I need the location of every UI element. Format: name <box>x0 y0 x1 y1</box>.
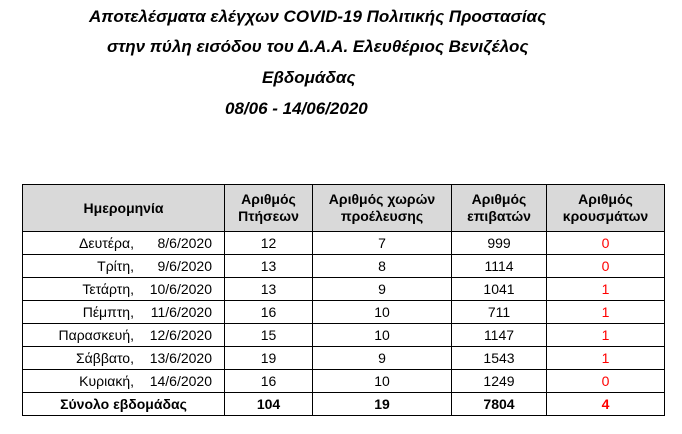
table-row <box>23 370 665 393</box>
passengers-cell: 1041 <box>452 278 547 301</box>
cases-cell: 1 <box>547 324 665 347</box>
header-countries-line2: προέλευσης <box>340 208 424 224</box>
header-date <box>23 185 225 232</box>
table-row <box>23 324 665 347</box>
day-name: Κυριακή, <box>79 373 134 389</box>
date-value: 12/6/2020 <box>149 327 212 343</box>
header-passengers-line1: Αριθμός <box>471 191 527 207</box>
date-value: 11/6/2020 <box>150 304 212 320</box>
total-row <box>23 393 665 416</box>
day-name: Πέμπτη, <box>82 304 134 320</box>
cases-cell: 0 <box>547 232 665 255</box>
date-value: 10/6/2020 <box>149 281 212 297</box>
date-cell <box>23 347 225 370</box>
date-cell <box>23 278 225 301</box>
header-countries <box>313 185 452 232</box>
total-label: Σύνολο εβδομάδας <box>23 393 225 416</box>
header-row <box>23 185 665 232</box>
countries-cell: 10 <box>313 324 452 347</box>
date-cell <box>23 301 225 324</box>
title-line-2: στην πύλη εισόδου του Δ.Α.Α. Ελευθέριος Βενιζέλος <box>107 37 529 56</box>
table-row <box>23 232 665 255</box>
date-cell <box>23 232 225 255</box>
cases-cell: 1 <box>547 278 665 301</box>
countries-cell: 9 <box>313 347 452 370</box>
countries-cell: 10 <box>313 370 452 393</box>
flights-cell: 13 <box>225 255 313 278</box>
header-passengers <box>452 185 547 232</box>
passengers-cell: 711 <box>452 301 547 324</box>
date-value: 14/6/2020 <box>149 373 212 389</box>
header-cases-line2: κρουσμάτων <box>562 208 649 224</box>
day-name: Τετάρτη, <box>82 281 134 297</box>
table-row <box>23 347 665 370</box>
table-row <box>23 278 665 301</box>
header-flights-line2: Πτήσεων <box>238 208 299 224</box>
cases-cell: 0 <box>547 255 665 278</box>
header-date-label: Ημερομηνία <box>83 199 164 216</box>
total-countries: 19 <box>313 393 452 416</box>
header-flights <box>225 185 313 232</box>
day-name: Σάββατο, <box>76 350 134 366</box>
header-countries-line1: Αριθμός χωρών <box>328 191 436 207</box>
header-passengers-line2: επιβατών <box>467 208 531 224</box>
date-cell <box>23 370 225 393</box>
countries-cell: 8 <box>313 255 452 278</box>
cases-cell: 1 <box>547 301 665 324</box>
title-line-3: Εβδομάδας <box>262 68 356 87</box>
date-value: 9/6/2020 <box>157 258 212 274</box>
header-cases-line1: Αριθμός <box>578 191 633 207</box>
passengers-cell: 1114 <box>452 255 547 278</box>
table-row <box>23 301 665 324</box>
passengers-cell: 1147 <box>452 324 547 347</box>
day-name: Παρασκευή, <box>58 327 134 343</box>
date-cell <box>23 255 225 278</box>
flights-cell: 16 <box>225 370 313 393</box>
total-passengers: 7804 <box>452 393 547 416</box>
countries-cell: 10 <box>313 301 452 324</box>
table-row <box>23 255 665 278</box>
passengers-cell: 1249 <box>452 370 547 393</box>
day-name: Τρίτη, <box>97 258 134 274</box>
flights-cell: 19 <box>225 347 313 370</box>
date-value: 8/6/2020 <box>157 235 212 251</box>
total-cases: 4 <box>547 393 665 416</box>
passengers-cell: 999 <box>452 232 547 255</box>
results-table <box>22 184 665 416</box>
flights-cell: 12 <box>225 232 313 255</box>
date-value: 13/6/2020 <box>149 350 212 366</box>
countries-cell: 7 <box>313 232 452 255</box>
title-date-range: 08/06 - 14/06/2020 <box>225 99 368 118</box>
cases-cell: 1 <box>547 347 665 370</box>
flights-cell: 13 <box>225 278 313 301</box>
header-flights-line1: Αριθμός <box>241 191 296 207</box>
countries-cell: 9 <box>313 278 452 301</box>
day-name: Δευτέρα, <box>79 235 134 251</box>
passengers-cell: 1543 <box>452 347 547 370</box>
flights-cell: 16 <box>225 301 313 324</box>
title-line-1: Αποτελέσματα ελέγχων COVID-19 Πολιτικής Προστασίας <box>89 7 547 26</box>
date-cell <box>23 324 225 347</box>
cases-cell: 0 <box>547 370 665 393</box>
header-cases <box>547 185 665 232</box>
flights-cell: 15 <box>225 324 313 347</box>
total-flights: 104 <box>225 393 313 416</box>
